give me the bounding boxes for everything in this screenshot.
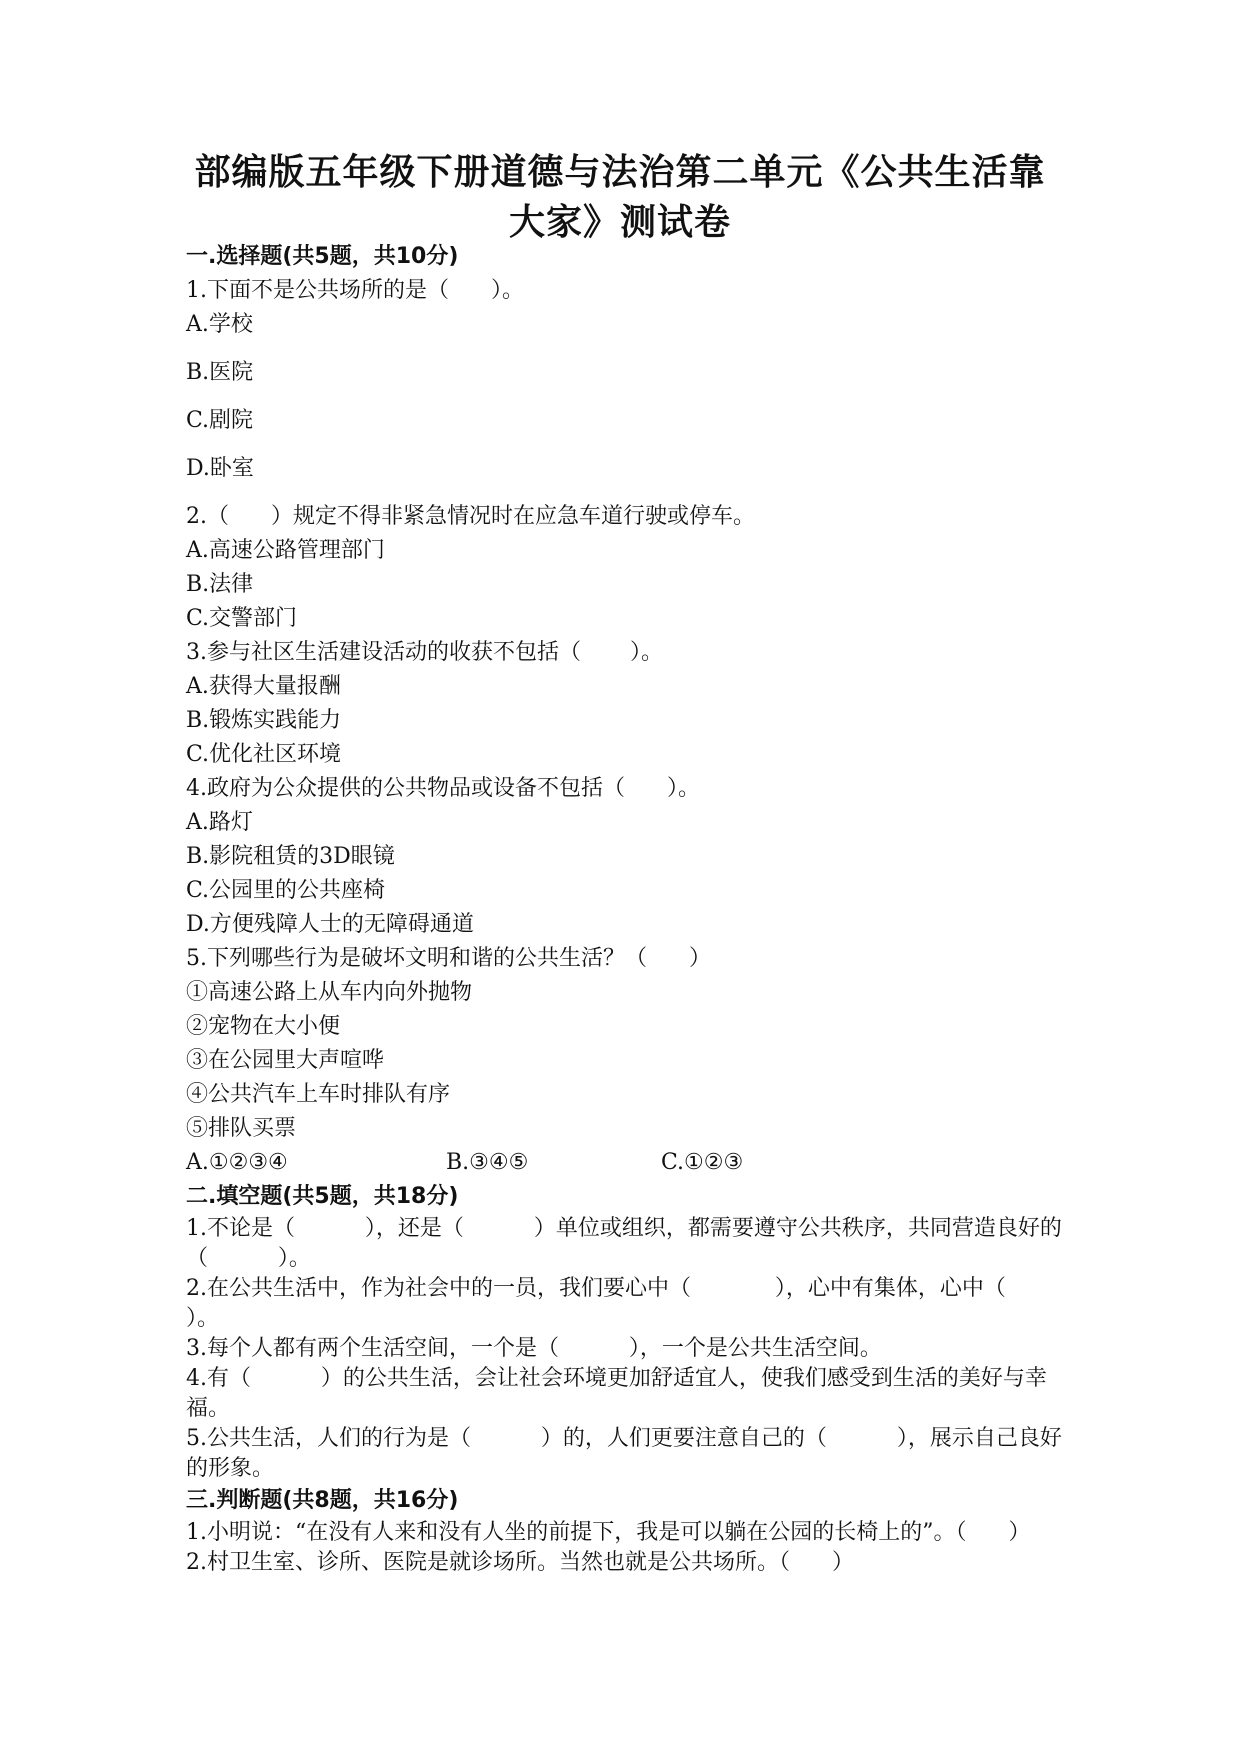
option: A.高速公路管理部门 [186,538,385,563]
statement-item: ③在公园里大声喧哗 [186,1048,385,1073]
section-heading: 三.判断题(共8题，共16分) [186,1488,459,1513]
question: 3.每个人都有两个生活空间，一个是（ ），一个是公共生活空间。 [186,1336,882,1361]
option: A.路灯 [186,810,253,835]
option: C.①②③ [661,1150,744,1175]
exam-content [186,240,1090,1578]
option: D.方便残障人士的无障碍通道 [186,912,474,937]
option-row [186,1146,1066,1180]
option: B.③④⑤ [446,1150,529,1175]
section-heading: 一.选择题(共5题，共10分) [186,244,459,269]
statement-item: ②宠物在大小便 [186,1014,341,1039]
question: 2.村卫生室、诊所、医院是就诊场所。当然也就是公共场所。（ ） [186,1550,854,1575]
question: 3.参与社区生活建设活动的收获不包括（ ）。 [186,640,663,665]
option: A.获得大量报酬 [186,674,341,699]
option: C.剧院 [186,408,254,433]
statement-item: ④公共汽车上车时排队有序 [186,1082,451,1107]
question: 4.政府为公众提供的公共物品或设备不包括（ ）。 [186,776,700,801]
page-title: 部编版五年级下册道德与法治第二单元《公共生活靠大家》测试卷 [194,152,1046,243]
question: 2.在公共生活中，作为社会中的一员，我们要心中（ ），心中有集体，心中（ ）。 [186,1276,1090,1331]
question: 1.下面不是公共场所的是（ ）。 [186,278,524,303]
option: A.①②③④ [186,1150,288,1175]
question: 5.公共生活，人们的行为是（ ）的，人们更要注意自己的（ ），展示自己良好的形象。 [186,1426,1062,1481]
option: C.优化社区环境 [186,742,342,767]
option: B.医院 [186,360,254,385]
question: 5.下列哪些行为是破坏文明和谐的公共生活？（ ） [186,946,711,971]
option: A.学校 [186,312,253,337]
statement-item: ①高速公路上从车内向外抛物 [186,980,473,1005]
question: 2.（ ）规定不得非紧急情况时在应急车道行驶或停车。 [186,504,755,529]
option: B.影院租赁的3D眼镜 [186,844,395,869]
question: 1.小明说：“在没有人来和没有人坐的前提下，我是可以躺在公园的长椅上的”。（ ） [186,1520,1031,1545]
option: B.锻炼实践能力 [186,708,342,733]
option: B.法律 [186,572,254,597]
option: C.交警部门 [186,606,298,631]
question: 4.有（ ）的公共生活，会让社会环境更加舒适宜人，使我们感受到生活的美好与幸福。 [186,1366,1047,1421]
statement-item: ⑤排队买票 [186,1116,297,1141]
question: 1.不论是（ ），还是（ ）单位或组织，都需要遵守公共秩序，共同营造良好的（ ）。 [186,1216,1062,1271]
section-heading: 二.填空题(共5题，共18分) [186,1184,459,1209]
option: D.卧室 [186,456,254,481]
option: C.公园里的公共座椅 [186,878,386,903]
